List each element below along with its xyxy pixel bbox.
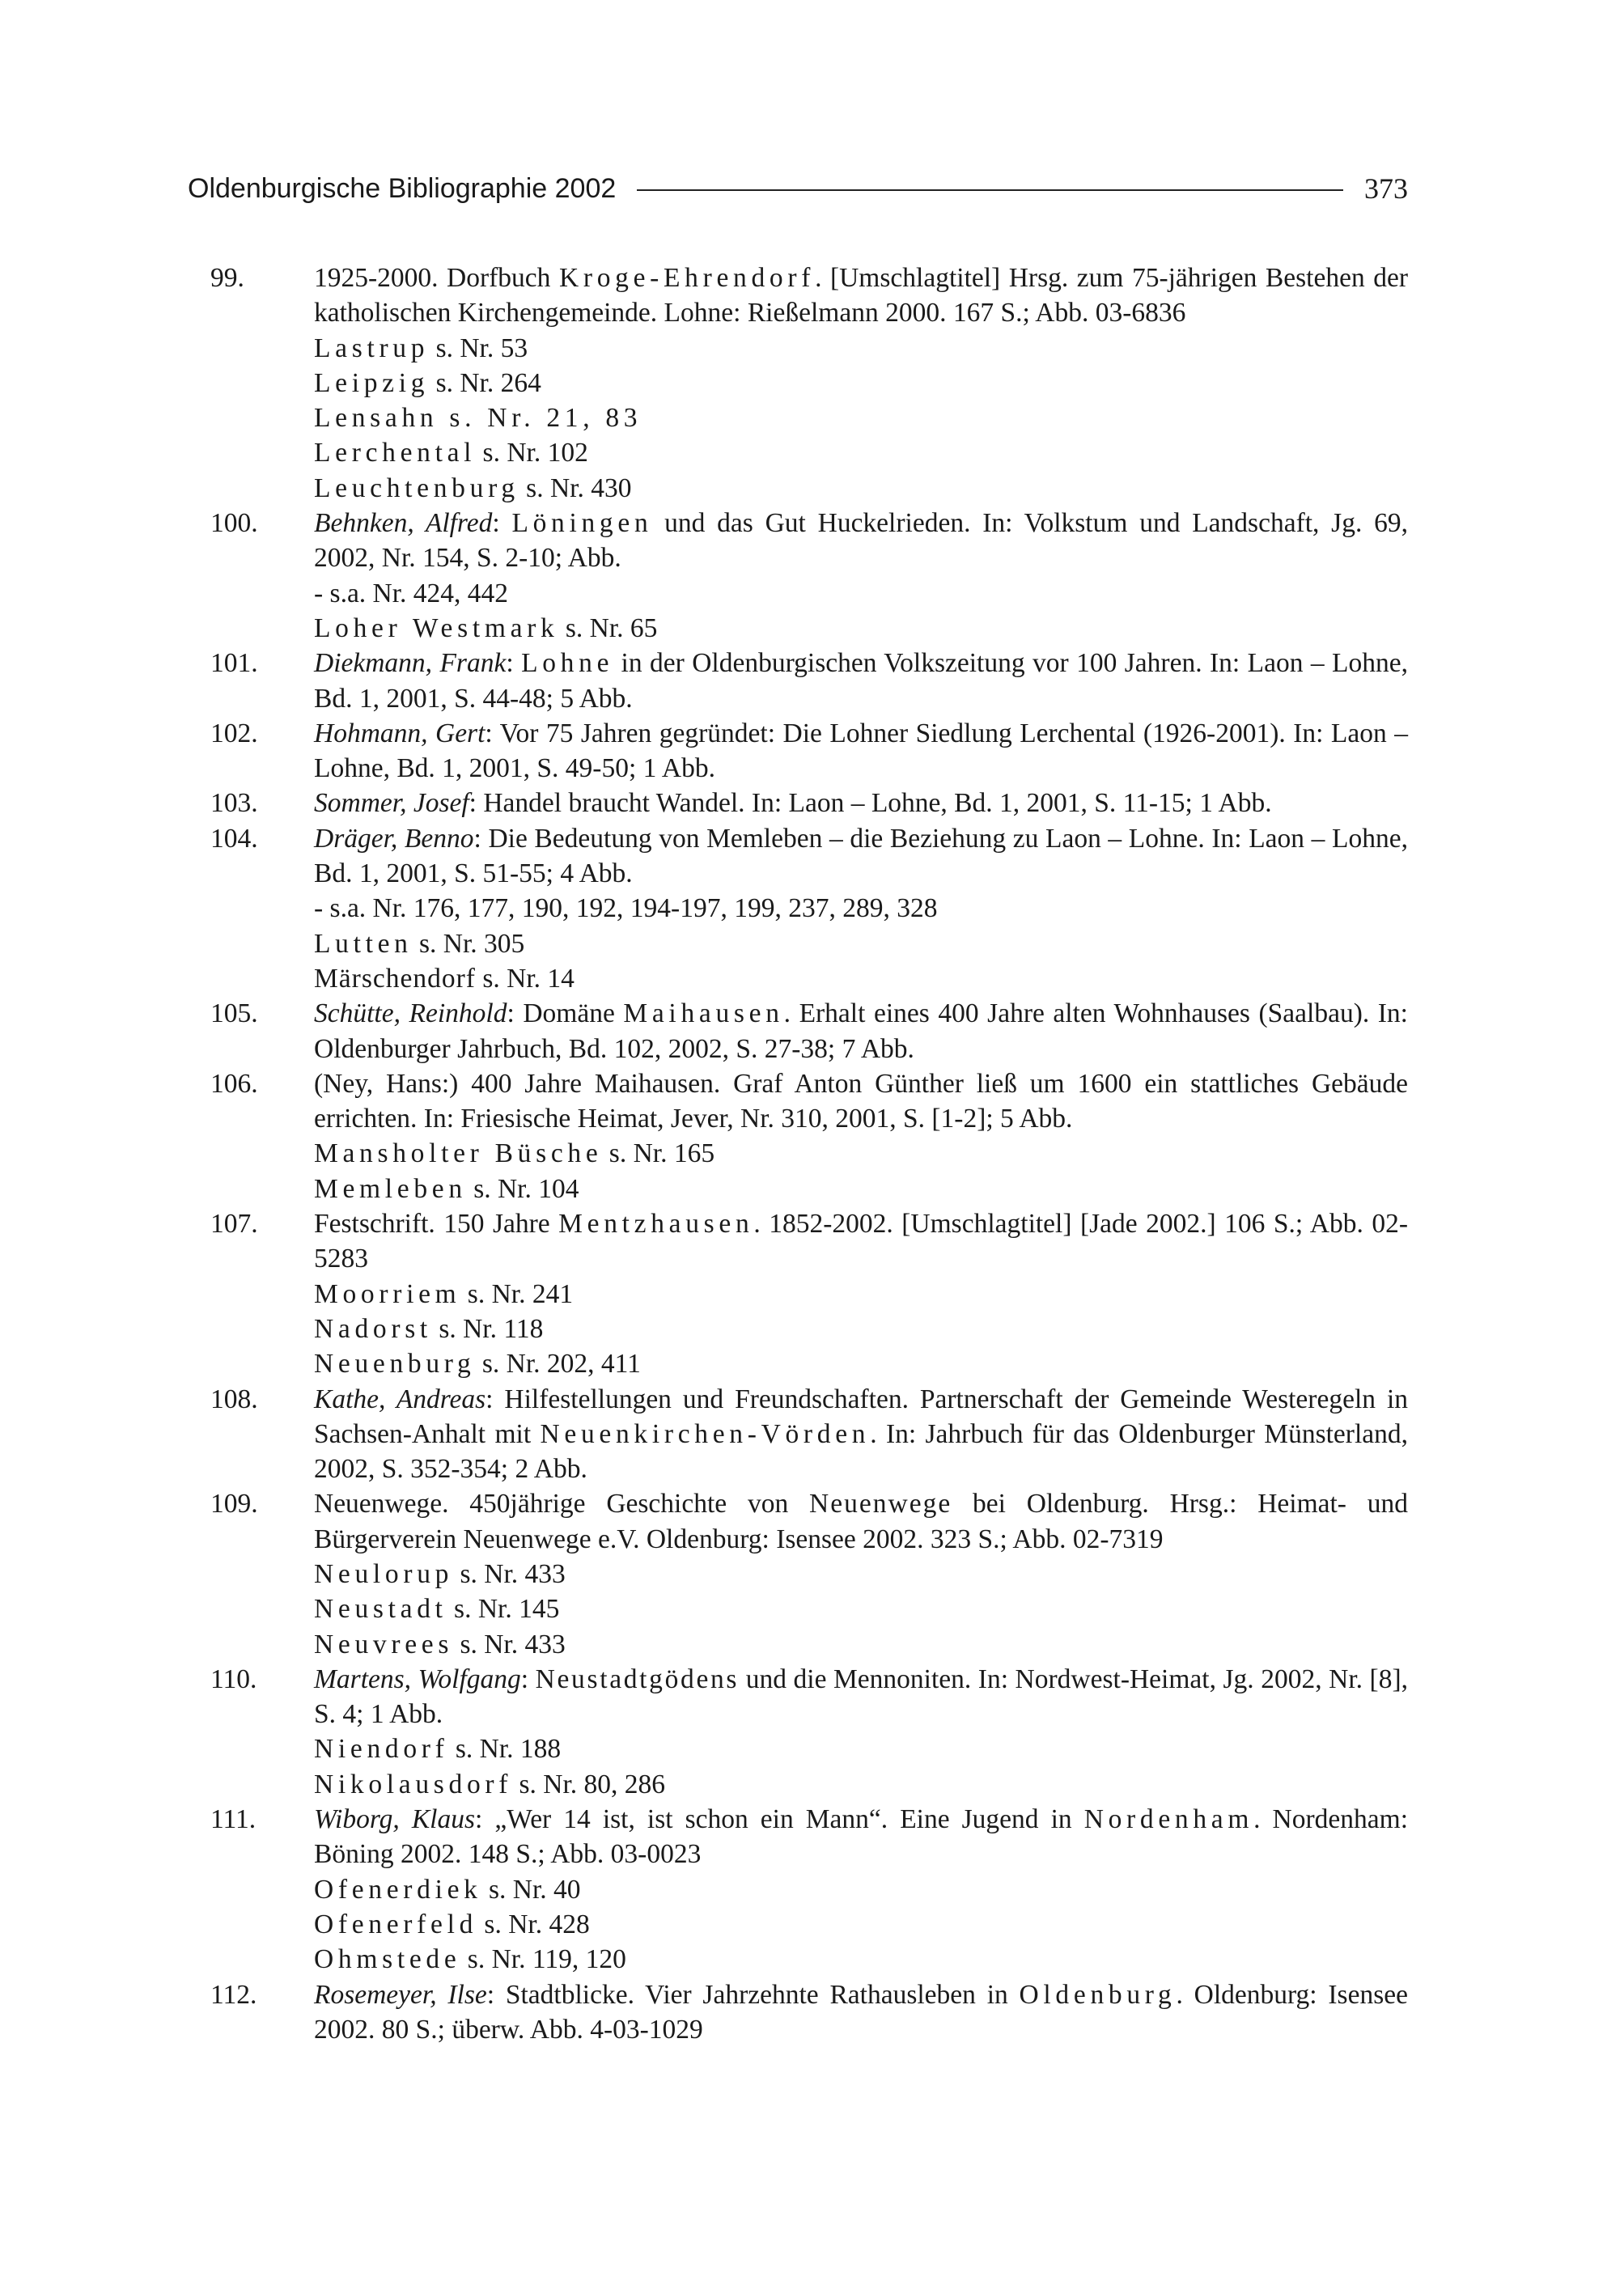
see-also-text: - s.a. Nr. 176, 177, 190, 192, 194-197, 199, 237, 289, 328 bbox=[314, 893, 938, 924]
entry-number: 108. bbox=[210, 1384, 258, 1414]
entry-text-part: bei Oldenburg. Hrsg.: Heimat- und Bürgerverein Neuenwege e.V. Oldenburg: Isensee 2002. 323 S.; Abb. 02-7319 bbox=[314, 1489, 1408, 1554]
page-number: 373 bbox=[1364, 172, 1408, 205]
entry-text: (Ney, Hans:) 400 Jahre Maihausen. Graf Anton Günther ließ um 1600 ein stattliches Gebäude errichten. In: Friesische Heimat, Jever, Nr. 310, 2001, S. [1-2]; 5 Abb. bbox=[314, 1068, 1408, 1134]
entry-text-part: 1925-2000. Dorfbuch bbox=[314, 263, 559, 293]
entry-number: 107. bbox=[210, 1209, 258, 1240]
place-name: Leuchtenburg bbox=[314, 473, 519, 503]
cross-reference bbox=[210, 1172, 1408, 1206]
place-name: Neuenkirchen-Vörden bbox=[540, 1418, 871, 1449]
cross-reference bbox=[210, 1942, 1408, 1977]
place-name: Niendorf bbox=[314, 1734, 449, 1765]
entry-number: 110. bbox=[210, 1664, 257, 1694]
place-name: Neulorup bbox=[314, 1558, 454, 1589]
place-name: Nadorst bbox=[314, 1313, 432, 1344]
separator: : bbox=[520, 1664, 536, 1694]
entry-text bbox=[314, 1382, 1408, 1487]
cross-reference bbox=[210, 1767, 1408, 1802]
see-also-text: - s.a. Nr. 424, 442 bbox=[314, 578, 509, 608]
entry-text bbox=[314, 1206, 1408, 1277]
entry-109 bbox=[210, 1486, 1408, 1557]
entry-text-part: . Oldenburg: Isensee 2002. 80 S.; überw. Abb. 4-03-1029 bbox=[314, 1979, 1408, 2045]
place-name: Neuenburg bbox=[314, 1349, 476, 1380]
reference: s. Nr. 433 bbox=[453, 1629, 566, 1659]
place-name: Neustadtgödens bbox=[535, 1664, 740, 1694]
entry-text bbox=[314, 646, 1408, 716]
separator: : bbox=[506, 648, 522, 679]
entry-text-part: . [Umschlagtitel] Hrsg. zum 75-jährigen Bestehen der katholischen Kirchengemeinde. Lohne: Rießelmann 2000. 167 S.; Abb. 03-6836 bbox=[314, 263, 1408, 328]
entry-text-part: in der Oldenburgischen Volkszeitung vor 100 Jahren. In: Laon – Lohne, Bd. 1, 2001, S. 44-48; 5 Abb. bbox=[314, 648, 1408, 714]
entry-number: 106. bbox=[210, 1068, 258, 1099]
entry-text-part: : Handel braucht Wandel. In: Laon – Lohne, Bd. 1, 2001, S. 11-15; 1 Abb. bbox=[469, 788, 1272, 819]
reference: s. Nr. 40 bbox=[481, 1874, 581, 1905]
entry-text bbox=[314, 506, 1408, 576]
place-name: Maihausen bbox=[623, 998, 784, 1029]
reference: s. Nr. 188 bbox=[448, 1734, 562, 1765]
entry-110 bbox=[210, 1662, 1408, 1732]
cross-reference bbox=[210, 611, 1408, 646]
reference: s. Nr. 119, 120 bbox=[460, 1944, 626, 1975]
place-name: Kroge-Ehrendorf bbox=[558, 263, 816, 293]
reference: s. Nr. 202, 411 bbox=[475, 1349, 641, 1380]
reference: s. Nr. 428 bbox=[477, 1909, 590, 1939]
entry-number: 104. bbox=[210, 823, 258, 854]
cross-reference bbox=[210, 1872, 1408, 1907]
place-name: Löningen bbox=[511, 508, 653, 539]
reference: s. Nr. 241 bbox=[460, 1278, 574, 1309]
cross-reference bbox=[210, 331, 1408, 366]
place-name: Nordenham bbox=[1083, 1804, 1254, 1835]
reference: s. Nr. 53 bbox=[429, 333, 528, 363]
entry-102 bbox=[210, 716, 1408, 786]
author: Behnken, Alfred bbox=[314, 508, 493, 539]
author: Hohmann, Gert bbox=[314, 718, 486, 748]
cross-reference bbox=[210, 366, 1408, 401]
reference: s. Nr. 104 bbox=[466, 1173, 579, 1204]
place-name: Ohmstede bbox=[314, 1944, 461, 1975]
entry-text bbox=[314, 821, 1408, 892]
entry-text-part: und die Mennoniten. In: Nordwest-Heimat, Jg. 2002, Nr. [8], S. 4; 1 Abb. bbox=[314, 1664, 1408, 1730]
cross-reference bbox=[210, 435, 1408, 470]
entry-text-part: : Die Bedeutung von Memleben – die Beziehung zu Laon – Lohne. In: Laon – Lohne, Bd. 1, 2001, S. 51-55; 4 Abb. bbox=[314, 823, 1409, 889]
cross-reference bbox=[210, 401, 1408, 435]
reference: s. Nr. 14 bbox=[475, 963, 575, 994]
entry-text-part: Neuenwege. 450jährige Geschichte von bbox=[314, 1489, 810, 1519]
place-name: Ofenerdiek bbox=[314, 1874, 482, 1905]
place-name: Neuenwege bbox=[809, 1489, 952, 1519]
reference: s. Nr. 118 bbox=[431, 1313, 544, 1344]
reference: s. Nr. 305 bbox=[412, 928, 525, 959]
reference: s. Nr. 433 bbox=[453, 1558, 566, 1589]
entry-number: 105. bbox=[210, 998, 258, 1029]
bibliography-list bbox=[210, 261, 1408, 2047]
entry-number: 112. bbox=[210, 1979, 257, 2010]
author: Dräger, Benno bbox=[314, 823, 474, 854]
entry-number: 101. bbox=[210, 648, 258, 679]
reference: s. Nr. 145 bbox=[447, 1594, 560, 1625]
running-header bbox=[188, 168, 1408, 209]
see-also bbox=[210, 891, 1408, 926]
entry-text bbox=[314, 786, 1408, 820]
entry-text-part: . In: Jahrbuch für das Oldenburger Münsterland, 2002, S. 352-354; 2 Abb. bbox=[314, 1418, 1409, 1485]
cross-reference bbox=[210, 1312, 1408, 1346]
author: Wiborg, Klaus bbox=[314, 1804, 476, 1835]
entry-text-part: und das Gut Huckelrieden. In: Volkstum und Landschaft, Jg. 69, 2002, Nr. 154, S. 2-10; Abb. bbox=[314, 508, 1408, 574]
entry-100 bbox=[210, 506, 1408, 576]
place-name: Neustadt bbox=[314, 1594, 447, 1625]
entry-text-part: : Stadtblicke. Vier Jahrzehnte Rathausleben in bbox=[486, 1979, 1020, 2010]
cross-reference bbox=[210, 1592, 1408, 1626]
cross-reference bbox=[210, 1907, 1408, 1942]
entry-text bbox=[314, 1977, 1408, 2048]
place-name: Lutten bbox=[314, 928, 413, 959]
entry-99 bbox=[210, 261, 1408, 331]
entry-104 bbox=[210, 821, 1408, 892]
reference: s. Nr. 165 bbox=[602, 1138, 715, 1169]
reference: s. Nr. 21, 83 bbox=[438, 403, 642, 434]
entry-text bbox=[314, 996, 1408, 1066]
place-name: Lastrup bbox=[314, 333, 430, 363]
place-name: Lohne bbox=[521, 648, 614, 679]
cross-reference bbox=[210, 1346, 1408, 1381]
entry-number: 102. bbox=[210, 718, 258, 748]
author: Kathe, Andreas bbox=[314, 1384, 486, 1414]
cross-reference bbox=[210, 1557, 1408, 1592]
entry-number: 99. bbox=[210, 263, 244, 293]
entry-111 bbox=[210, 1802, 1408, 1872]
reference: s. Nr. 65 bbox=[558, 612, 658, 643]
place-name: Moorriem bbox=[314, 1278, 461, 1309]
place-name: Ofenerfeld bbox=[314, 1909, 478, 1939]
entry-text-part: : „Wer 14 ist, ist schon ein Mann“. Eine Jugend in bbox=[475, 1804, 1084, 1835]
reference: s. Nr. 430 bbox=[519, 473, 632, 503]
entry-107 bbox=[210, 1206, 1408, 1277]
entry-text bbox=[314, 1802, 1408, 1872]
entry-text bbox=[314, 1662, 1408, 1732]
entry-number: 100. bbox=[210, 508, 258, 539]
entry-text-part: . 1852-2002. [Umschlagtitel] [Jade 2002.] 106 S.; Abb. 02-5283 bbox=[314, 1209, 1408, 1274]
place-name: Nikolausdorf bbox=[314, 1769, 513, 1799]
place-name: Leipzig bbox=[314, 367, 430, 398]
place-name: Memleben bbox=[314, 1173, 467, 1204]
author: Martens, Wolfgang bbox=[314, 1664, 521, 1694]
author: Diekmann, Frank bbox=[314, 648, 507, 679]
author: Rosemeyer, Ilse bbox=[314, 1979, 487, 2010]
reference: s. Nr. 102 bbox=[476, 438, 588, 468]
entry-103 bbox=[210, 786, 1408, 820]
cross-reference bbox=[210, 1627, 1408, 1662]
entry-text bbox=[314, 261, 1408, 331]
place-name: Mentzhausen bbox=[558, 1209, 754, 1240]
place-name: Mansholter Büsche bbox=[314, 1138, 603, 1169]
cross-reference bbox=[210, 471, 1408, 506]
entry-108 bbox=[210, 1382, 1408, 1487]
entry-105 bbox=[210, 996, 1408, 1066]
separator: : bbox=[492, 508, 512, 539]
entry-106 bbox=[210, 1066, 1408, 1137]
cross-reference bbox=[210, 1136, 1408, 1171]
entry-101 bbox=[210, 646, 1408, 716]
place-name: Märschendorf bbox=[314, 963, 476, 994]
place-name: Lensahn bbox=[314, 403, 439, 434]
entry-text-part: : Hilfestellungen und Freundschaften. Partnerschaft der Gemeinde Westeregeln in Sachsen-Anhalt mit bbox=[314, 1384, 1409, 1449]
cross-reference bbox=[210, 961, 1408, 996]
reference: s. Nr. 80, 286 bbox=[512, 1769, 666, 1799]
entry-number: 109. bbox=[210, 1489, 258, 1519]
entry-text-part: Festschrift. 150 Jahre bbox=[314, 1209, 559, 1240]
place-name: Oldenburg bbox=[1019, 1979, 1177, 2010]
place-name: Neuvrees bbox=[314, 1629, 454, 1659]
author: Schütte, Reinhold bbox=[314, 998, 507, 1029]
author: Sommer, Josef bbox=[314, 788, 469, 819]
cross-reference bbox=[210, 1731, 1408, 1766]
entry-112 bbox=[210, 1977, 1408, 2048]
entry-text bbox=[314, 716, 1408, 786]
place-name: Loher Westmark bbox=[314, 612, 559, 643]
place-name: Lerchental bbox=[314, 438, 477, 468]
running-title: Oldenburgische Bibliographie 2002 bbox=[188, 172, 617, 204]
cross-reference bbox=[210, 1277, 1408, 1312]
reference: s. Nr. 264 bbox=[429, 367, 541, 398]
entry-number: 111. bbox=[210, 1804, 257, 1835]
entry-number: 103. bbox=[210, 788, 258, 819]
entry-text-part: . Nordenham: Böning 2002. 148 S.; Abb. 03-0023 bbox=[314, 1804, 1408, 1870]
entry-text-part: : Vor 75 Jahren gegründet: Die Lohner Siedlung Lerchental (1926-2001). In: Laon – Lohne, Bd. 1, 2001, S. 49-50; 1 Abb. bbox=[314, 718, 1408, 784]
entry-text bbox=[314, 1486, 1408, 1557]
see-also bbox=[210, 576, 1408, 611]
entry-text-part: . Erhalt eines 400 Jahre alten Wohnhauses (Saalbau). In: Oldenburger Jahrbuch, Bd. 102, 2002, S. 27-38; 7 Abb. bbox=[314, 998, 1408, 1064]
cross-reference bbox=[210, 926, 1408, 961]
header-rule bbox=[637, 189, 1343, 191]
entry-text-part: : Domäne bbox=[507, 998, 624, 1029]
